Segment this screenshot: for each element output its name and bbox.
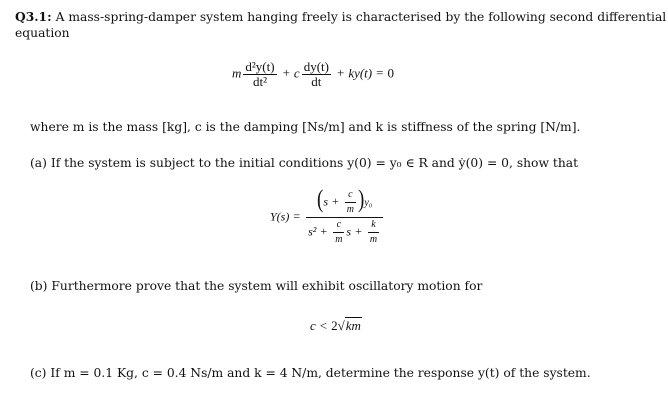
- transfer-function: [270, 185, 385, 247]
- transfer-denominator: [306, 218, 383, 247]
- transfer-den-k: k: [371, 219, 376, 230]
- ode-plus-1: +: [282, 65, 290, 81]
- second-derivative: [243, 60, 276, 89]
- ineq-less-than: <: [319, 318, 328, 333]
- part-a-text: (a) If the system is subject to the initial conditions y(0) = y₀ ∈ R and ẏ(0) = 0, show that: [30, 156, 579, 170]
- ineq-km: km: [345, 318, 361, 333]
- transfer-num-c-over-m: [345, 188, 356, 217]
- transfer-left-paren: (: [316, 185, 324, 214]
- question-intro-line-2: equation: [15, 26, 70, 40]
- ode-damping: c: [293, 65, 300, 81]
- transfer-den-k-over-m: [368, 218, 379, 247]
- question-label: Q3.1:: [15, 9, 52, 24]
- transfer-den-c-over-m: [333, 218, 344, 247]
- transfer-den-c: c: [336, 219, 342, 230]
- second-derivative-den: dt²: [252, 74, 267, 89]
- transfer-fraction: [306, 185, 383, 247]
- transfer-den-s: s: [346, 224, 352, 239]
- ode-spring-term: ky(t): [348, 65, 373, 81]
- transfer-num-plus: +: [331, 194, 339, 209]
- transfer-y0: y₀: [364, 197, 373, 209]
- first-derivative-den: dt: [311, 74, 322, 89]
- transfer-num-m: m: [346, 204, 354, 215]
- second-derivative-num: d²y(t): [245, 59, 275, 74]
- transfer-den-s2: s²: [308, 224, 317, 239]
- transfer-numerator: [315, 185, 374, 217]
- transfer-num-s: s: [323, 194, 328, 209]
- question-intro-line-1: [15, 9, 666, 25]
- where-line: where m is the mass [kg], c is the damping [Ns/m] and k is stiffness of the spring [N/m].: [30, 120, 581, 134]
- transfer-den-plus-2: +: [355, 224, 362, 239]
- ode-plus-2: +: [336, 65, 345, 81]
- first-derivative-num: dy(t): [303, 59, 329, 74]
- ode-equation: [232, 60, 394, 89]
- oscillation-inequality: [310, 318, 362, 334]
- transfer-num-c: c: [348, 189, 353, 200]
- transfer-lhs: Y(s): [270, 209, 290, 224]
- part-c-text: (c) If m = 0.1 Kg, c = 0.4 Ns/m and k = 4 N/m, determine the response y(t) of the system.: [30, 366, 591, 380]
- intro-text: A mass-spring-damper system hanging freely is characterised by the following second differential: [55, 10, 667, 24]
- part-b-text: (b) Furthermore prove that the system will exhibit oscillatory motion for: [30, 279, 483, 293]
- transfer-den-m: m: [335, 234, 343, 245]
- ineq-c: c: [310, 318, 316, 333]
- first-derivative: [302, 60, 331, 89]
- transfer-den-plus-1: +: [320, 224, 328, 239]
- transfer-equals: =: [293, 209, 301, 224]
- ineq-root-sign: √: [337, 318, 345, 333]
- transfer-right-paren: ): [358, 185, 365, 214]
- ode-equals: =: [376, 65, 384, 81]
- ode-zero: 0: [387, 65, 394, 81]
- ode-mass: m: [232, 65, 242, 81]
- transfer-den-m2: m: [369, 234, 378, 245]
- ineq-two: 2: [331, 318, 338, 333]
